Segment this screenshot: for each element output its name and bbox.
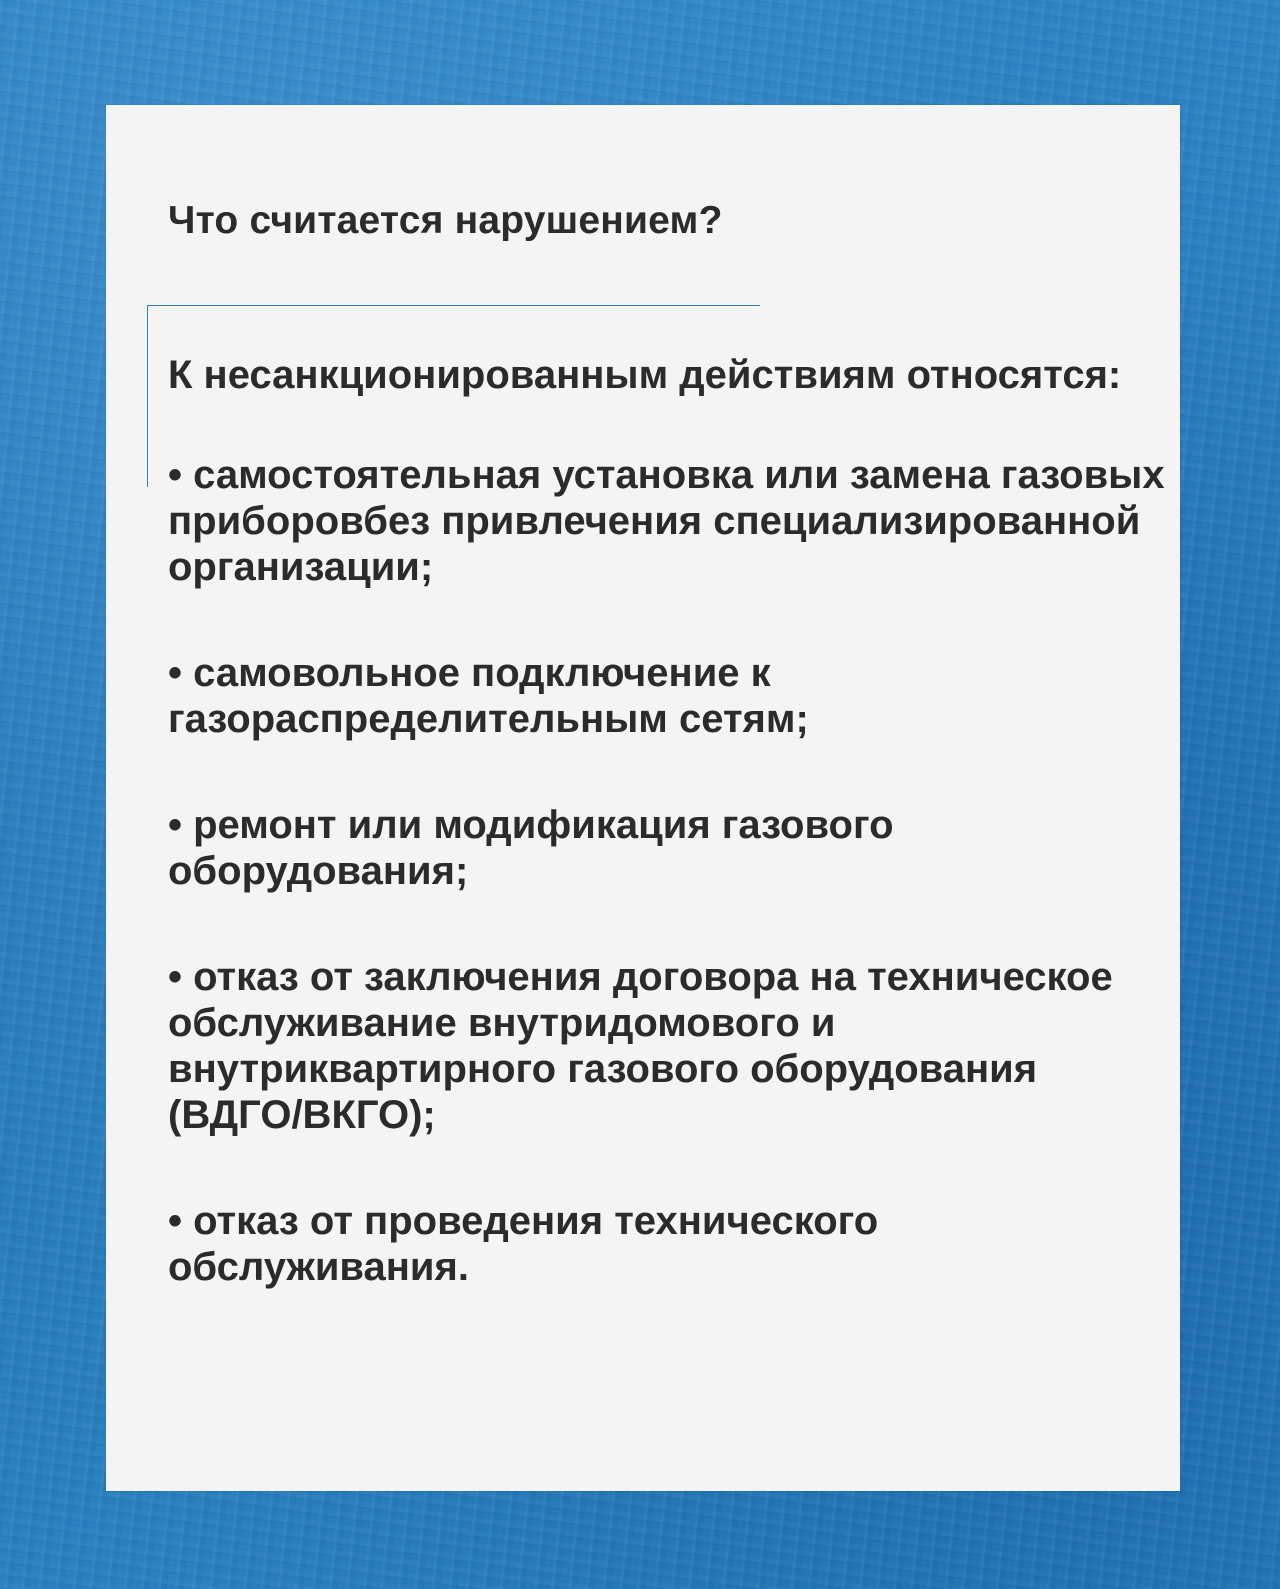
intro-text: К несанкционированным действиям относятся: [168, 353, 1122, 397]
accent-rule-vertical [147, 305, 148, 487]
list-item: • самостоятельная установка или замена газовых приборовбез привлечения специализированной организации; [168, 453, 1165, 589]
list-item: • отказ от заключения договора на техническое обслуживание внутридомового и внутриквартирного газового оборудования (ВДГО/ВКГО); [168, 955, 1113, 1137]
card-content [168, 352, 1168, 1350]
info-card [106, 105, 1180, 1491]
card-title: Что считается нарушением? [168, 199, 723, 242]
list-item: • ремонт или модификация газового оборудования; [168, 803, 894, 893]
accent-rule-horizontal [147, 305, 760, 306]
list-item: • отказ от проведения технического обслуживания. [168, 1199, 879, 1289]
list-item: • самовольное подключение к газораспределительным сетям; [168, 651, 809, 741]
